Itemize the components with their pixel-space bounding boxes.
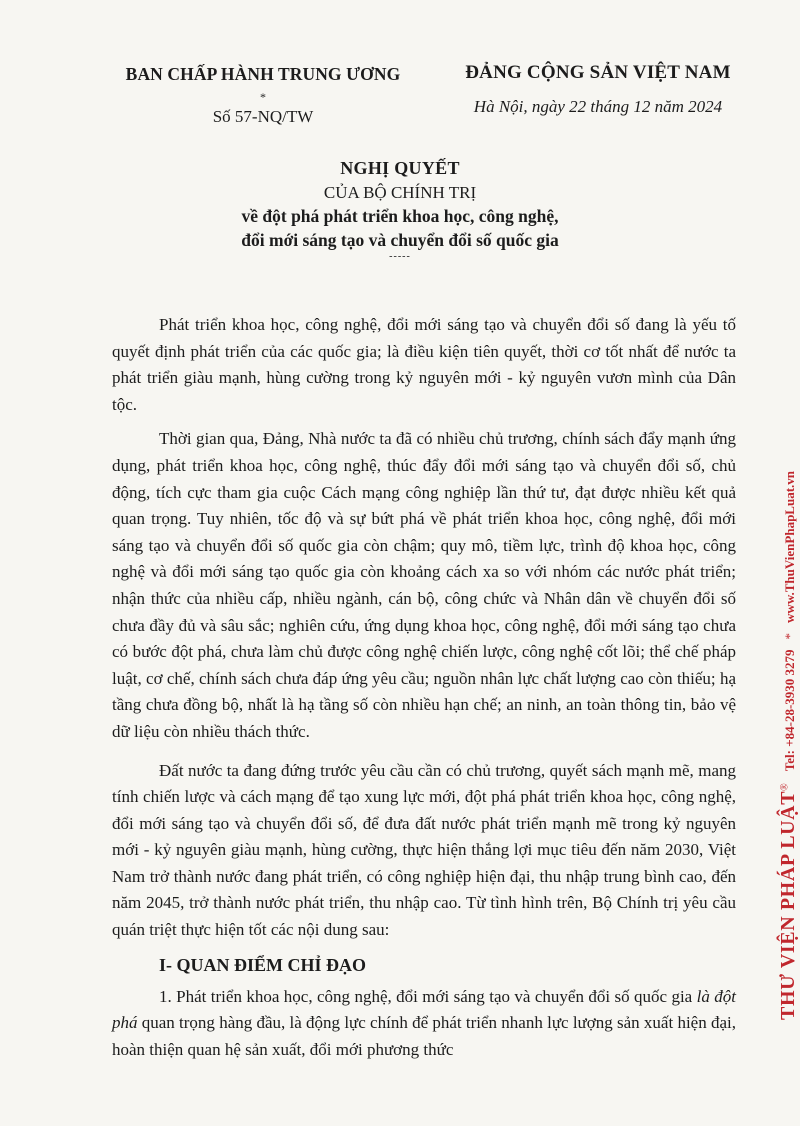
watermark-brand: THƯ VIỆN PHÁP LUẬT xyxy=(777,790,799,1020)
party-block xyxy=(438,62,758,117)
watermark-phone: Tel: +84-28-3930 3279 xyxy=(782,649,797,772)
paragraph-4-rest: quan trọng hàng đầu, là động lực chính để phát triển nhanh lực lượng sản xuất hiện đại, hoàn thiện quan hệ sản xuất, đổi mới phương thức xyxy=(112,1013,736,1059)
document-title: NGHỊ QUYẾT xyxy=(340,158,460,178)
title-separator: ----- xyxy=(389,251,411,262)
paragraph-4-emphasis: là đột phá xyxy=(112,986,736,1033)
watermark-text xyxy=(777,471,800,1020)
section-heading: I- QUAN ĐIỂM CHỈ ĐẠO xyxy=(159,954,366,975)
star-mark: * xyxy=(260,90,266,104)
document-number: Số 57-NQ/TW xyxy=(212,107,314,126)
title-block xyxy=(150,158,650,262)
party-name: ĐẢNG CỘNG SẢN VIỆT NAM xyxy=(465,62,731,83)
issuer-block xyxy=(108,64,418,127)
paragraph-1: Phát triển khoa học, công nghệ, đổi mới sáng tạo và chuyển đổi số đang là yếu tố quyết định phát triển của các quốc gia; là điều kiện tiên quyết, thời cơ tốt nhất để nước ta phát triển giàu mạnh, hùng cường trong kỷ nguyên mới - kỷ nguyên vươn mình của Dân tộc. xyxy=(112,315,736,414)
paragraph-4-lead: 1. Phát triển khoa học, công nghệ, đổi mới sáng tạo và chuyển đổi số quốc gia xyxy=(159,986,697,1006)
watermark-website: www.ThuVienPhapLuat.vn xyxy=(782,470,797,623)
watermark-separator: * xyxy=(782,632,797,640)
document-issuer-subtitle: CỦA BỘ CHÍNH TRỊ xyxy=(323,183,477,202)
paragraph-3: Đất nước ta đang đứng trước yêu cầu cần có chủ trương, quyết sách mạnh mẽ, mang tính chiến lược và cách mạng để tạo xung lực mới, đột phá phát triển khoa học, công nghệ, đổi mới sáng tạo và chuyển đổi số, để đưa đất nước phát triển mạnh mẽ trong kỷ nguyên mới - kỷ nguyên giàu mạnh, hùng cường, thực hiện thắng lợi mục tiêu đến năm 2030, Việt Nam trở thành nước đang phát triển, có công nghiệp hiện đại, thu nhập trung bình cao, đến năm 2045, trở thành nước phát triển, thu nhập cao. Từ tình hình trên, Bộ Chính trị yêu cầu quán triệt thực hiện tốt các nội dung sau: xyxy=(112,760,736,940)
watermark xyxy=(757,110,797,1030)
document-body xyxy=(112,312,736,1063)
paragraph-4 xyxy=(112,984,736,1064)
place-date: Hà Nội, ngày 22 tháng 12 năm 2024 xyxy=(473,97,723,116)
document-subject-line2: đổi mới sáng tạo và chuyển đổi số quốc gia xyxy=(241,230,559,250)
registered-mark: ® xyxy=(779,783,791,791)
document-subject-line1: về đột phá phát triển khoa học, công nghệ, xyxy=(241,206,559,226)
paragraph-2: Thời gian qua, Đảng, Nhà nước ta đã có nhiều chủ trương, chính sách đẩy mạnh ứng dụng, phát triển khoa học, công nghệ, thúc đẩy đổi mới sáng tạo và chuyển đổi số, chủ động, tích cực tham gia cuộc Cách mạng công nghiệp lần thứ tư, đạt được nhiều kết quả quan trọng. Tuy nhiên, tốc độ và sự bứt phá về phát triển khoa học, công nghệ, đổi mới sáng tạo và chuyển đổi số quốc gia còn chậm; quy mô, tiềm lực, trình độ khoa học, công nghệ và đổi mới sáng tạo quốc gia còn khoảng cách xa so với nhóm các nước phát triển; nhận thức của nhiều cấp, nhiều ngành, cán bộ, công chức và Nhân dân về chuyển đổi số chưa đầy đủ và sâu sắc; nghiên cứu, ứng dụng khoa học, công nghệ, đổi mới sáng tạo chưa có bước đột phá, chưa làm chủ được công nghệ chiến lược, công nghệ cốt lõi; thể chế pháp luật, cơ chế, chính sách chưa đáp ứng yêu cầu; nguồn nhân lực chất lượng cao còn thiếu; hạ tầng chưa đồng bộ, nhất là hạ tầng số còn nhiều hạn chế; an ninh, an toàn thông tin, bảo vệ dữ liệu còn nhiều thách thức. xyxy=(112,429,736,741)
issuer-name: BAN CHẤP HÀNH TRUNG ƯƠNG xyxy=(125,64,401,84)
